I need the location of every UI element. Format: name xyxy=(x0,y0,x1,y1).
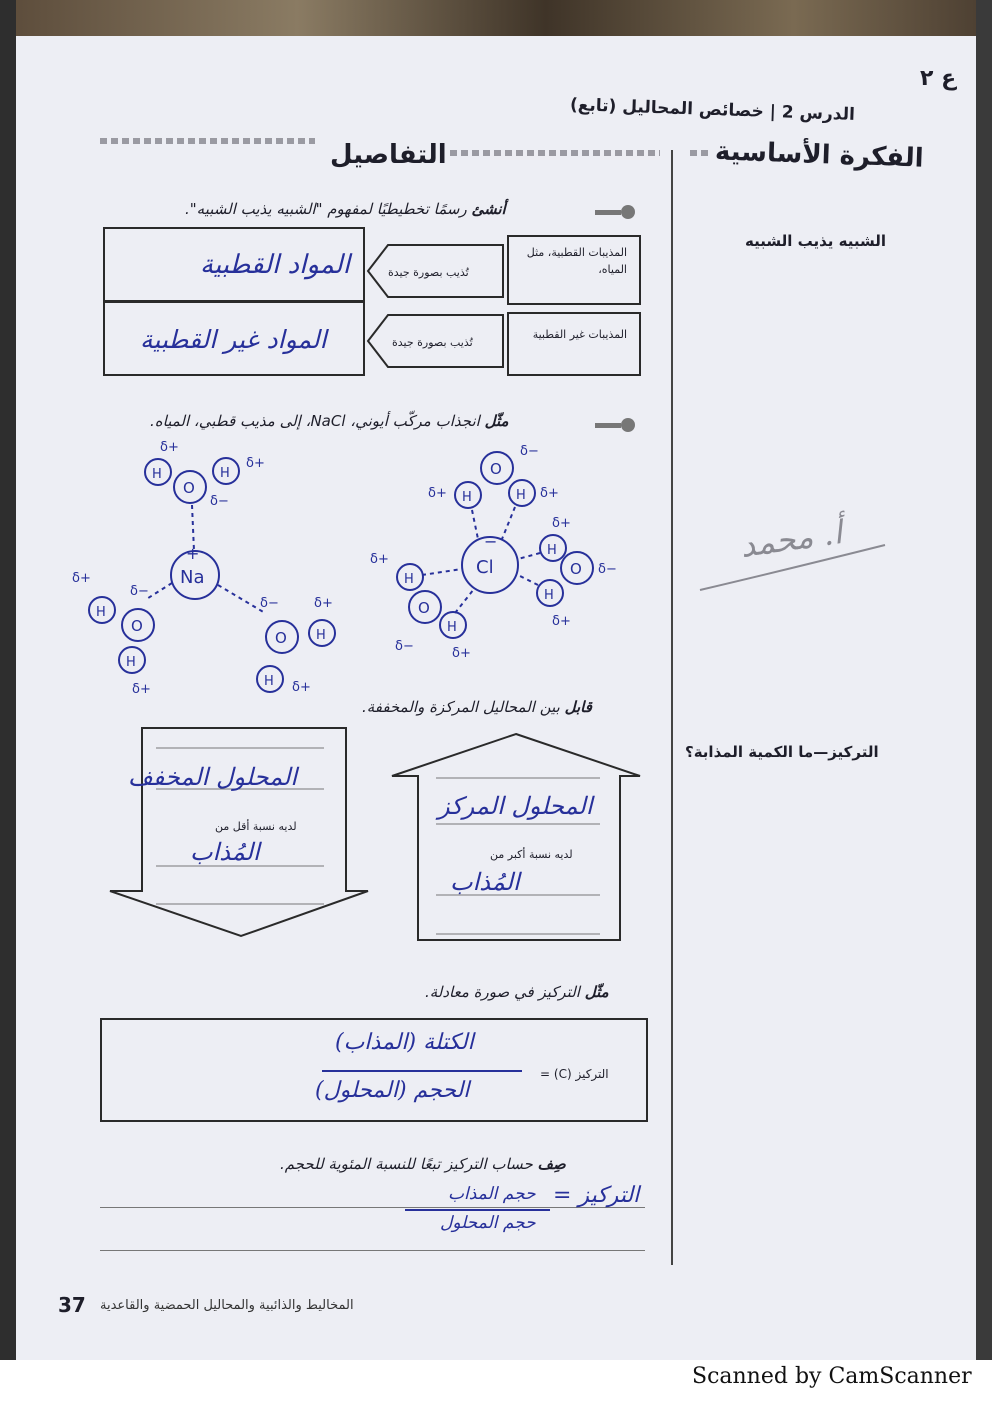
percent-formula-lhs: التركيز = xyxy=(553,1183,640,1208)
sidebar-topic-concentration: التركيز—ما الكمية المذابة؟ xyxy=(685,743,879,761)
partial-negative: δ− xyxy=(130,584,149,599)
oxygen-label: O xyxy=(131,617,143,635)
partial-positive: δ+ xyxy=(160,440,179,455)
oxygen-label: O xyxy=(490,460,502,478)
partial-negative: δ− xyxy=(210,494,229,509)
partial-positive: δ+ xyxy=(540,486,559,501)
key-icon xyxy=(595,205,637,219)
section2-prompt xyxy=(150,412,509,430)
sodium-charge: + xyxy=(186,544,200,563)
hydrogen-label: H xyxy=(462,490,472,505)
chapter-title: المخاليط والذائبية والمحاليل الحمضية والقاعدية xyxy=(100,1298,354,1313)
section1-verb: أنشئ xyxy=(471,200,506,218)
hydrogen-label: H xyxy=(316,628,326,643)
oxygen-label: O xyxy=(418,599,430,617)
oxygen-label: O xyxy=(183,479,195,497)
header-divider-right xyxy=(690,150,710,156)
section5-prompt xyxy=(280,1155,566,1173)
section2-text: انجذاب مركّب أيوني، NaCl، إلى مذيب قطبي، المياه. xyxy=(150,412,480,430)
partial-negative: δ− xyxy=(520,444,539,459)
concentrated-blank: المُذاب xyxy=(450,868,520,896)
equation-fraction-bar xyxy=(322,1070,522,1072)
partial-positive: δ+ xyxy=(370,552,389,567)
chloride-ion xyxy=(462,532,518,593)
header-divider-left xyxy=(100,138,315,144)
row2-source: المذيبات غير القطبية xyxy=(532,328,627,341)
dilute-answer: المحلول المخفف xyxy=(128,763,298,791)
section4-verb: مثّل xyxy=(584,983,609,1001)
partial-positive: δ+ xyxy=(552,614,571,629)
hydrogen-label: H xyxy=(126,655,136,670)
partial-positive: δ+ xyxy=(428,486,447,501)
partial-positive: δ+ xyxy=(132,682,151,697)
hydrogen-label: H xyxy=(264,674,274,689)
partial-positive: δ+ xyxy=(452,646,471,661)
dilute-blank: المُذاب xyxy=(190,838,260,866)
section5-text: حساب التركيز تبعًا للنسبة المئوية للحجم. xyxy=(280,1155,533,1173)
section3-text: بين المحاليل المركزة والمخففة. xyxy=(362,698,560,716)
concentrated-up-arrow xyxy=(388,732,644,944)
teacher-signature: أ. محمد xyxy=(737,513,845,565)
hydrogen-label: H xyxy=(96,605,106,620)
photo-background-right xyxy=(976,0,992,1360)
partial-positive: δ+ xyxy=(314,596,333,611)
sidebar-topic-like-dissolves-like: الشبيه يذيب الشبيه xyxy=(745,232,887,250)
main-idea-header: الفكرة الأساسية xyxy=(714,136,925,174)
percent-formula-denominator: حجم المحلول xyxy=(440,1213,536,1233)
chloride-charge: − xyxy=(484,532,498,551)
header-divider-mid xyxy=(450,150,660,156)
partial-positive: δ+ xyxy=(292,680,311,695)
partial-positive: δ+ xyxy=(246,456,265,471)
partial-positive: δ+ xyxy=(72,571,91,586)
row2-source-box xyxy=(507,312,641,376)
nacl-water-diagram xyxy=(60,435,660,705)
equation-denominator: الحجم (المحلول) xyxy=(315,1078,470,1103)
column-divider xyxy=(671,150,673,1265)
hydrogen-label: H xyxy=(152,467,162,482)
row1-answer: المواد القطبية xyxy=(200,250,350,280)
section3-verb: قابل xyxy=(564,698,592,716)
equation-label: التركيز (C) = xyxy=(540,1067,609,1081)
lesson-title-text: خصائص المحاليل (تابع) xyxy=(569,95,765,122)
partial-positive: δ+ xyxy=(552,516,571,531)
percent-formula-numerator: حجم المذاب xyxy=(448,1184,536,1204)
lesson-label: الدرس xyxy=(799,103,856,125)
lesson-title: الدرس 2 | خصائص المحاليل (تابع) xyxy=(569,95,856,125)
concentrated-answer: المحلول المركز xyxy=(438,792,593,820)
dilute-down-arrow xyxy=(106,726,376,941)
row2-answer: المواد غير القطبية xyxy=(140,325,327,354)
hydrogen-label: H xyxy=(516,488,526,503)
photo-background-left xyxy=(0,0,16,1360)
hydrogen-label: H xyxy=(220,466,230,481)
partial-negative: δ− xyxy=(260,596,279,611)
percent-formula-bar xyxy=(405,1209,550,1211)
sodium-ion xyxy=(171,544,219,599)
hydrogen-label: H xyxy=(447,620,457,635)
hydrogen-label: H xyxy=(544,588,554,603)
row1-source: المذيبات القطبية، مثل المياه، xyxy=(526,246,627,276)
answer-line xyxy=(100,1250,645,1251)
row2-arrow-label: تُذيب بصورة جيدة xyxy=(392,336,473,349)
key-icon xyxy=(595,418,637,432)
lesson-number: 2 xyxy=(781,102,795,123)
hydrogen-label: H xyxy=(404,572,414,587)
section4-text: التركيز في صورة معادلة. xyxy=(425,983,580,1001)
chloride-label: Cl xyxy=(476,557,494,578)
section5-verb: صِف xyxy=(537,1155,566,1173)
signature-flourish xyxy=(695,540,895,600)
concentrated-description: لديه نسبة أكبر من xyxy=(490,848,573,861)
page-number: 37 xyxy=(58,1293,86,1317)
section4-prompt xyxy=(425,983,609,1001)
sodium-label: Na xyxy=(180,567,205,588)
scanner-mark: Scanned by CamScanner xyxy=(692,1364,972,1389)
oxygen-label: O xyxy=(275,629,287,647)
oxygen-label: O xyxy=(570,560,582,578)
equation-numerator: الكتلة (المذاب) xyxy=(335,1030,474,1055)
partial-negative: δ− xyxy=(395,639,414,654)
photo-background-top xyxy=(0,0,992,38)
corner-mark: ع ٢ xyxy=(920,66,957,91)
section2-verb: مثّل xyxy=(484,412,509,430)
section3-prompt xyxy=(362,698,592,716)
section1-text: رسمًا تخطيطيًا لمفهوم "الشبيه يذيب الشبيه". xyxy=(185,200,467,218)
dilute-description: لديه نسبة أقل من xyxy=(215,820,297,833)
partial-negative: δ− xyxy=(598,562,617,577)
row1-arrow-label: تُذيب بصورة جيدة xyxy=(388,266,469,279)
section1-prompt xyxy=(185,200,506,218)
hydrogen-label: H xyxy=(547,543,557,558)
details-header: التفاصيل xyxy=(330,140,447,170)
